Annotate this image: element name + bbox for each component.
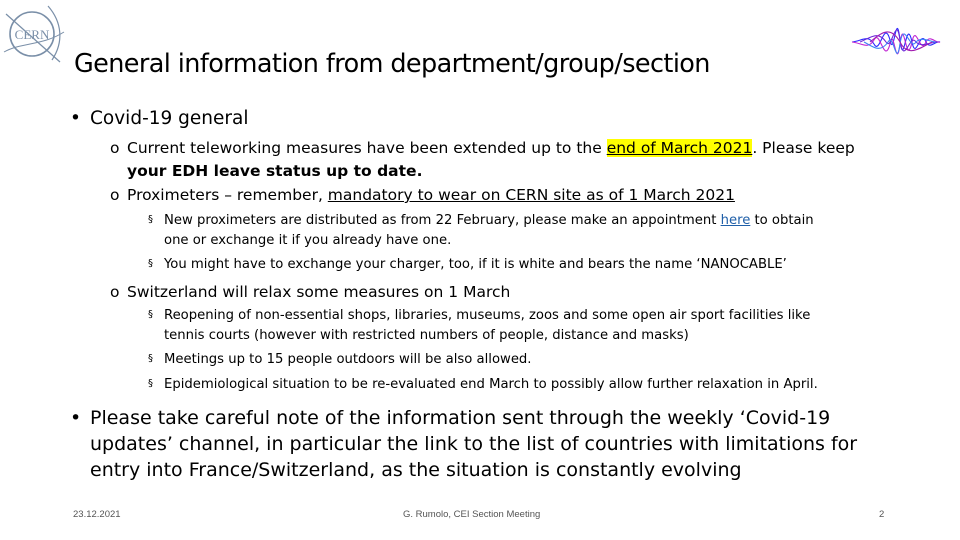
bullet-text: Covid-19 general [90, 108, 249, 129]
proximeters-mandatory: mandatory to wear on CERN site as of 1 March 2021 [327, 186, 735, 204]
proximeters-text: Proximeters – remember, [127, 186, 328, 204]
section-marker-icon: § [148, 353, 153, 364]
epidemiological-text: Epidemiological situation to be re-evaluated end March to possibly allow further relaxation in April. [164, 377, 818, 392]
new-proximeters-text-2: to obtain [750, 213, 814, 228]
circle-marker-icon: o [110, 186, 120, 204]
telework-edh-text: your EDH leave status up to date. [127, 162, 423, 180]
reopening-text-1: Reopening of non-essential shops, libraries, museums, zoos and some open air sport facilities like [164, 308, 811, 323]
footer-date: 23.12.2021 [73, 509, 121, 520]
telework-text-1: Current teleworking measures have been extended up to the [127, 139, 607, 157]
footer-center: G. Rumolo, CEI Section Meeting [403, 509, 541, 520]
here-link[interactable]: here [720, 213, 751, 228]
section-marker-icon: § [148, 214, 153, 225]
slide-title: General information from department/group/section [74, 49, 710, 79]
bullet-dot-icon: • [70, 407, 82, 429]
charger-text: You might have to exchange your charger, too, if it is white and bears the name ‘NANOCABLE’ [164, 257, 787, 272]
wave-packet-logo [850, 4, 942, 76]
new-proximeters-text-1: New proximeters are distributed as from 22 February, please make an appointment [164, 213, 721, 228]
section-marker-icon: § [148, 258, 153, 269]
logo-text: CERN [14, 27, 50, 42]
reopening-text-2: tennis courts (however with restricted numbers of people, distance and masks) [164, 328, 689, 343]
circle-marker-icon: o [110, 139, 120, 157]
bullet-dot-icon: • [70, 108, 81, 129]
meetings-text: Meetings up to 15 people outdoors will be also allowed. [164, 352, 532, 367]
telework-text-2: . Please keep [752, 139, 855, 157]
updates-line-1: Please take careful note of the information sent through the weekly ‘Covid-19 [90, 407, 831, 429]
switzerland-text: Switzerland will relax some measures on 1 March [127, 283, 511, 301]
telework-highlight: end of March 2021 [606, 139, 753, 157]
updates-line-3: entry into France/Switzerland, as the situation is constantly evolving [90, 459, 742, 481]
section-marker-icon: § [148, 309, 153, 320]
new-proximeters-text-3: one or exchange it if you already have one. [164, 233, 452, 248]
section-marker-icon: § [148, 378, 153, 389]
footer-page-number: 2 [879, 509, 885, 520]
cern-logo [2, 2, 66, 66]
circle-marker-icon: o [110, 283, 120, 301]
updates-line-2: updates’ channel, in particular the link to the list of countries with limitations for [90, 433, 858, 455]
